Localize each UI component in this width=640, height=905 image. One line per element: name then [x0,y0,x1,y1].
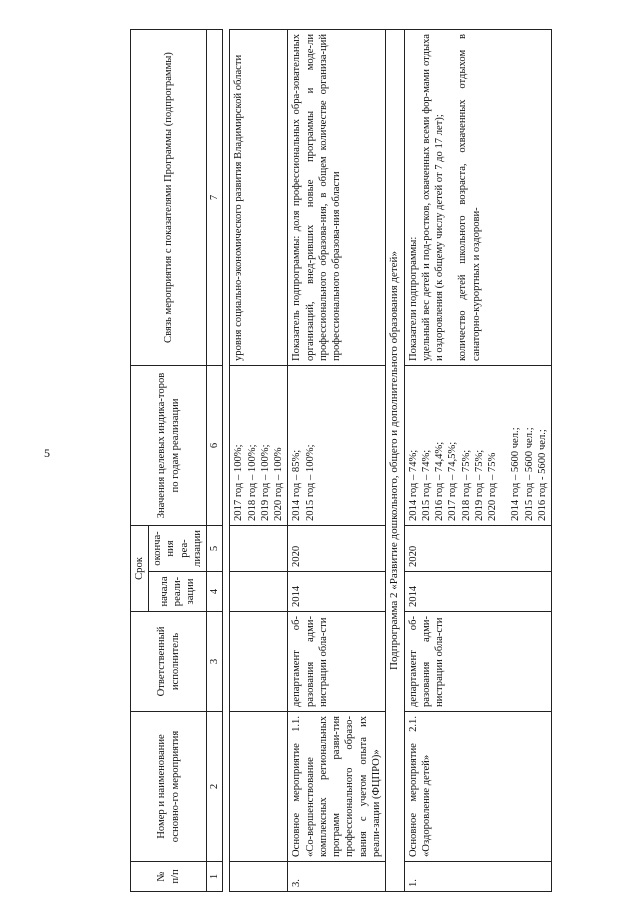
header-values: Значения целевых индика-торов по годам реализации [131,366,207,526]
continuation-values: 2017 год – 100%; 2018 год – 100%; 2019 год – 100%; 2020 год – 100% [230,366,288,526]
table-gap [223,30,230,892]
row-values: 2014 год – 74%; 2015 год – 74%; 2016 год – 74,4%; 2017 год – 74,5%; 2018 год – 75%; 2019 год – 75%; 2020 год – 75% 2014 год – 5600 чел.; 2015 год – 5600 чел.; 2016 год - 5600 чел.; [404,366,551,526]
table-row-3 [288,30,386,892]
table-row-continuation [230,30,288,892]
section-row [385,30,404,892]
header-term: Срок [131,526,149,612]
row-name: Основное мероприятие 1.1. «Со-вершенствование комплексных региональных программ разви-тия профессионального образо-вания с учетом опыта их реали-зации (ФЦПРО)» [288,712,386,862]
row-executor: департамент об-разования адми-нистрации обла-сти [288,612,386,712]
continuation-link: уровня социально-экономического развития Владимирской области [230,30,288,366]
row-executor: департамент об-разования адми-нистрации обла-сти [404,612,551,712]
row-name: Основное мероприятие 2.1. «Оздоровление детей» [404,712,551,862]
row-number: 3. [288,862,386,892]
header-row [131,30,149,892]
rotated-table-container [130,0,640,892]
col-num-6: 6 [207,366,223,526]
header-link: Связь мероприятия с показателями Программы (подпрограммы) [131,30,207,366]
col-num-1: 1 [207,862,223,892]
row-link: Показатель подпрограммы: доля профессиональных обра-зовательных организаций, внед-ривших новые программы и моде-ли профессионального образова-ния, в общем количестве организа-ций профессионального образова-ния области [288,30,386,366]
page-number: 5 [44,446,50,460]
col-num-7: 7 [207,30,223,366]
col-num-3: 3 [207,612,223,712]
row-end: 2020 [404,526,551,572]
header-term-end: оконча-ния реа-лизации [149,526,207,572]
col-num-2: 2 [207,712,223,862]
row-link: Показатели подпрограммы: удельный вес детей и под-ростков, охваченных всеми фор-мами отдыха и оздоровления (к общему числу детей от 7 до 17 лет); количество детей школьного возраста, охваченных отдыхом в санаторно-курортных и оздорови- [404,30,551,366]
column-numbers-row [207,30,223,892]
header-executor: Ответственный исполнитель [131,612,207,712]
row-end: 2020 [288,526,386,572]
row-number: 1. [404,862,551,892]
row-start: 2014 [288,572,386,612]
table-row-1 [404,30,551,892]
col-num-4: 4 [207,572,223,612]
row-values: 2014 год – 85%; 2015 год – 100%; [288,366,386,526]
subprogram-title: Подпрограмма 2 «Развитие дошкольного, общего и дополнительного образования детей» [385,30,404,892]
header-name: Номер и наименование основно-го мероприятия [131,712,207,862]
col-num-5: 5 [207,526,223,572]
row-start: 2014 [404,572,551,612]
header-no: № п/п [131,862,207,892]
measures-table [130,29,552,892]
header-term-start: начала реали-зации [149,572,207,612]
